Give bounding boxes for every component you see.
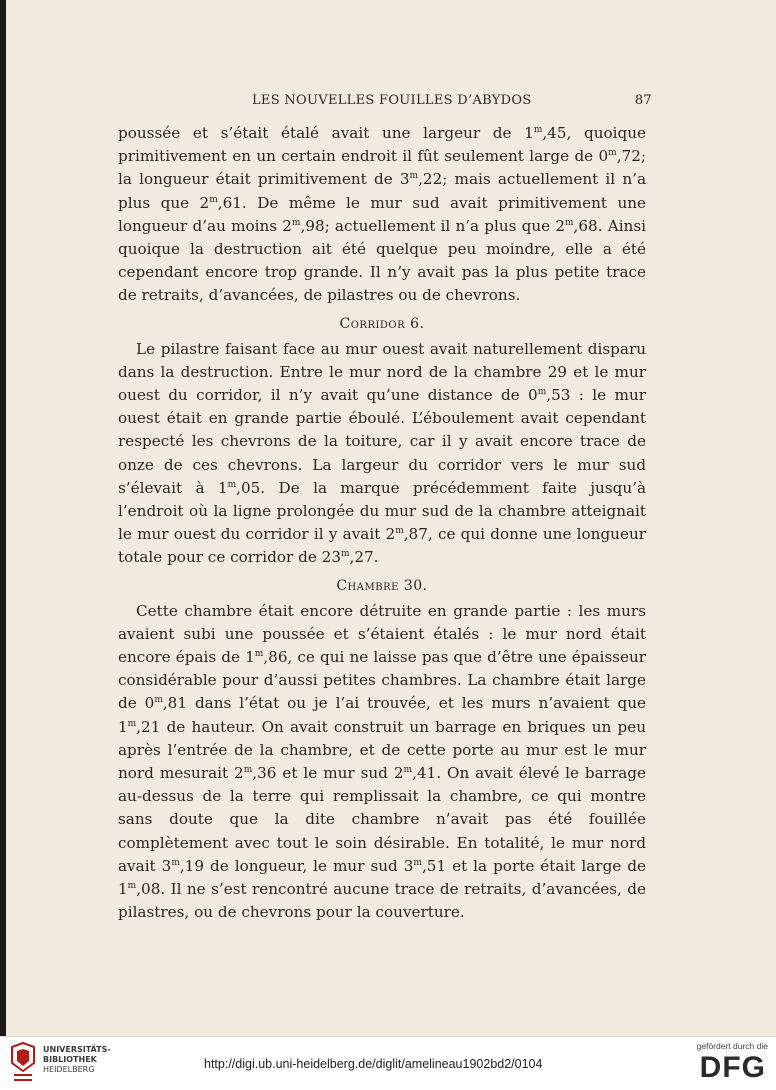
permalink-url[interactable]: http://digi.ub.uni-heidelberg.de/diglit/amelineau1902bd2/0104 bbox=[204, 1057, 543, 1071]
university-library-name bbox=[43, 1045, 115, 1075]
unit-superscript: m bbox=[537, 387, 547, 398]
unit-superscript: m bbox=[171, 857, 180, 868]
section-heading-chambre: Chambre 30. bbox=[336, 577, 428, 594]
unit-superscript: m bbox=[413, 857, 422, 868]
unit-superscript: m bbox=[403, 765, 413, 776]
library-line-2: BIBLIOTHEK bbox=[43, 1055, 97, 1064]
library-line-3: HEIDELBERG bbox=[43, 1065, 95, 1074]
page-number: 87 bbox=[634, 93, 652, 108]
unit-superscript: m bbox=[565, 217, 574, 228]
unit-superscript: m bbox=[340, 549, 350, 560]
paragraph-1: poussée et s’était étalé avait une largeur de 1$^m$,45, quoique primitivement en un certain endroit il fût seulement large de 0$^m$,72; la longueur était primitivement de 3$^m$,22; mais actuellement il n’a plus que 2$^m$,61. De même le mur sud avait primitivement une longueur d’au moins 2$^m$,98; actuellement il n’a plus que 2$^m$,68. Ainsi quoique la destruction ait été quelque peu moindre, elle a été cependant encore trop grande. Il n’y avait pas la plus petite trace de retraits, d’avancées, de pilastres ou de chevrons. bbox=[118, 124, 647, 305]
unit-superscript: m bbox=[243, 765, 253, 776]
running-header bbox=[118, 93, 652, 113]
paragraph-3: Cette chambre était encore détruite en grande partie : les murs avaient subi une poussée et s’étaient étalés : le mur nord était encore épais de 1$^m$,86, ce qui ne laisse pas que d’être une épaisseur considérable pour d’aussi petites chambres. La chambre était large de 0$^m$,81 dans l’état ou je l’ai trouvée, et les murs n’avaient que 1$^m$,21 de hauteur. On avait construit un barrage en briques un peu après l’entrée de la chambre, et de cette porte au mur est le mur nord mesurait 2$^m$,36 et le mur sud 2$^m$,41. On avait élevé le barrage au-dessus de la terre qui remplissait la chambre, ce qui montre sans doute que la dite chambre n’avait pas été fouillée complètement avec tout le soin désirable. En totalité, le mur nord avait 3$^m$,19 de longueur, le mur sud 3$^m$,51 et la porte était large de 1$^m$,08. Il ne s’est rencontré aucune trace de retraits, d’avancées, de pilastres, ou de chevrons pour la couverture. bbox=[118, 601, 646, 922]
library-line-1: UNIVERSITÄTS- bbox=[43, 1045, 111, 1054]
main-text bbox=[118, 122, 646, 925]
unit-superscript: m bbox=[254, 649, 264, 660]
paragraph-2: Le pilastre faisant face au mur ouest avait naturellement disparu dans la destruction. Entre le mur nord de la chambre 29 et le mur ouest du corridor, il n’y avait qu’une distance de 0$^m$,53 : le mur ouest était en grande partie éboulé. L’éboulement avait cependant respecté les chevrons de la toiture, car il y avait encore trace de onze de ces chevrons. La largeur du corridor vers le mur sud s’élevait à 1$^m$,05. De la marque précédemment faite jusqu’à l’endroit où la ligne prolongée du mur sud de la chambre atteignait le mur ouest du corridor il y avait 2$^m$,87, ce qui donne une longueur totale pour ce corridor de 23$^m$,27. bbox=[118, 339, 646, 567]
running-title: LES NOUVELLES FOUILLES D’ABYDOS bbox=[252, 93, 532, 108]
unit-superscript: m bbox=[127, 881, 137, 892]
unit-superscript: m bbox=[127, 718, 137, 729]
unit-superscript: m bbox=[154, 695, 163, 706]
unit-superscript: m bbox=[608, 148, 617, 159]
unit-superscript: m bbox=[395, 526, 404, 537]
viewer-footer bbox=[0, 1036, 776, 1090]
page-edge-shadow bbox=[0, 0, 6, 1036]
unit-superscript: m bbox=[227, 479, 237, 490]
unit-superscript: m bbox=[209, 194, 218, 205]
unit-superscript: m bbox=[533, 125, 543, 135]
unit-superscript: m bbox=[409, 171, 419, 182]
dfg-funding-label: gefördert durch die bbox=[696, 1041, 768, 1051]
section-heading-corridor: Corridor 6. bbox=[339, 315, 425, 332]
unit-superscript: m bbox=[291, 217, 301, 228]
dfg-logo[interactable]: DFG bbox=[699, 1051, 766, 1084]
university-library-logo-icon[interactable] bbox=[8, 1041, 38, 1085]
